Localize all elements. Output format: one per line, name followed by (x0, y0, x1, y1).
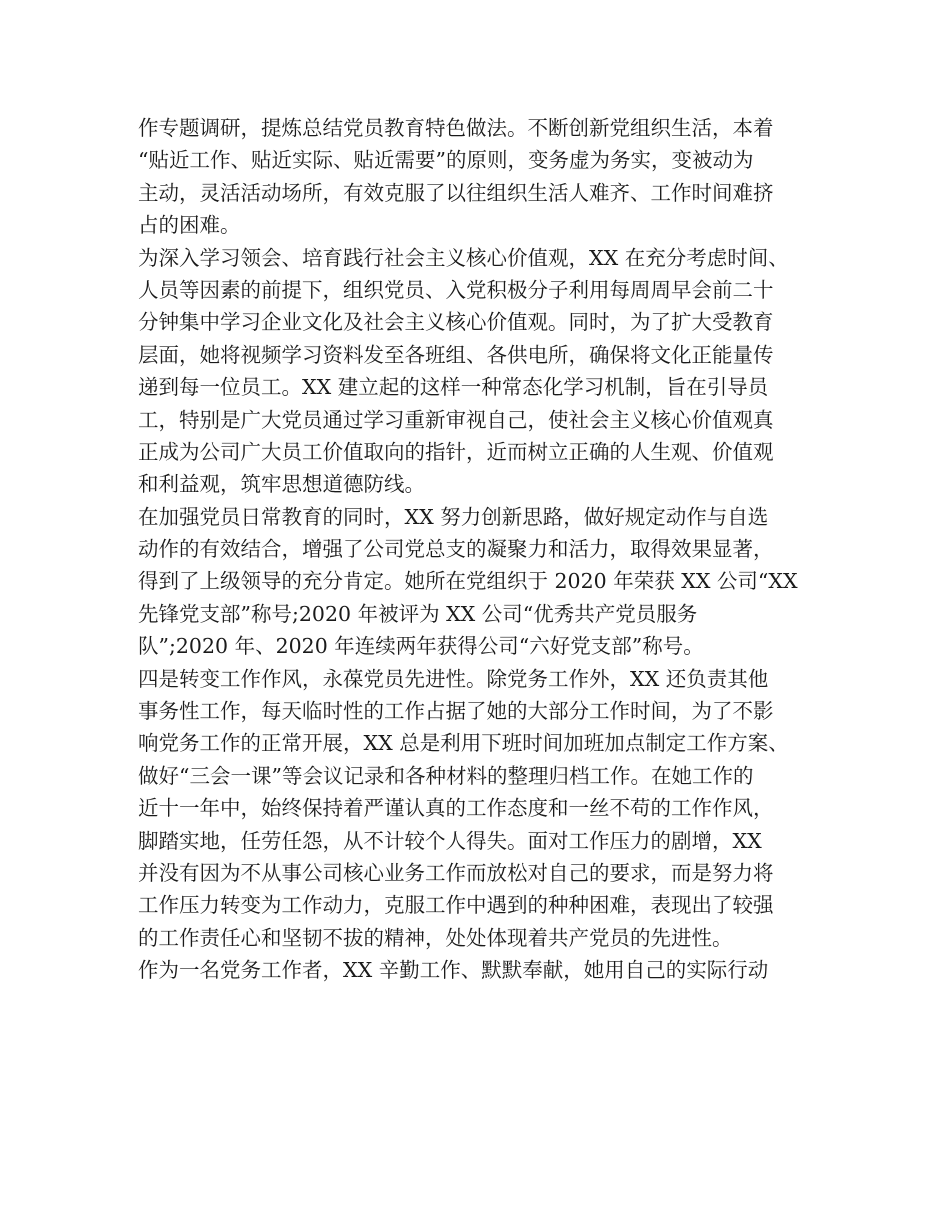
text-line: 得到了上级领导的充分肯定。她所在党组织于 2020 年荣获 XX 公司“XX (138, 569, 798, 594)
text-line: 主动，灵活活动场所，有效克服了以往组织生活人难齐、工作时间难挤 (138, 180, 774, 205)
text-line: 先锋党支部”称号;2020 年被评为 XX 公司“优秀共产党员服务 (138, 601, 698, 626)
text-line: 作专题调研，提炼总结党员教育特色做法。不断创新党组织生活，本着 (138, 116, 774, 140)
text-line: 脚踏实地，任劳任怨，从不计较个人得失。面对工作压力的剧增，XX (138, 828, 762, 853)
text-line: 工作压力转变为工作动力，克服工作中遇到的种种困难，表现出了较强 (138, 893, 774, 918)
text-line: 工，特别是广大党员通过学习重新审视自己，使社会主义核心价值观真 (138, 407, 774, 432)
text-line: 在加强党员日常教育的同时，XX 努力创新思路，做好规定动作与自选 (138, 504, 769, 529)
text-line: 正成为公司广大员工价值取向的指针，近而树立正确的人生观、价值观 (138, 439, 774, 464)
text-line: 并没有因为不从事公司核心业务工作而放松对自己的要求，而是努力将 (138, 860, 774, 885)
text-line: 做好“三会一课”等会议记录和各种材料的整理归档工作。在她工作的 (138, 763, 754, 788)
text-line: 人员等因素的前提下，组织党员、入党积极分子利用每周周早会前二十 (138, 277, 774, 302)
document-body (138, 112, 828, 987)
text-line: 占的困难。 (138, 213, 241, 238)
text-line: 事务性工作，每天临时性的工作占据了她的大部分工作时间，为了不影 (138, 699, 774, 724)
text-line: 四是转变工作作风，永葆党员先进性。除党务工作外，XX 还负责其他 (138, 666, 769, 691)
text-line: 和利益观，筑牢思想道德防线。 (138, 472, 425, 497)
text-line: 动作的有效结合，增强了公司党总支的凝聚力和活力，取得效果显著， (138, 537, 774, 562)
text-line: 分钟集中学习企业文化及社会主义核心价值观。同时，为了扩大受教育 (138, 310, 774, 335)
text-line: 为深入学习领会、培育践行社会主义核心价值观，XX 在充分考虑时间、 (138, 245, 789, 270)
text-line: 近十一年中，始终保持着严谨认真的工作态度和一丝不苟的工作作风， (138, 796, 774, 821)
text-line: 队”;2020 年、2020 年连续两年获得公司“六好党支部”称号。 (138, 634, 704, 659)
text-line: 响党务工作的正常开展，XX 总是利用下班时间加班加点制定工作方案、 (138, 731, 789, 756)
text-line: 作为一名党务工作者，XX 辛勤工作、默默奉献，她用自己的实际行动 (138, 958, 769, 983)
text-line: 的工作责任心和坚韧不拔的精神，处处体现着共产党员的先进性。 (138, 925, 733, 950)
text-line: 递到每一位员工。XX 建立起的这样一种常态化学习机制，旨在引导员 (138, 375, 769, 400)
text-line: 层面，她将视频学习资料发至各班组、各供电所，确保将文化正能量传 (138, 342, 774, 367)
text-line: “贴近工作、贴近实际、贴近需要”的原则，变务虚为务实，变被动为 (138, 148, 754, 173)
